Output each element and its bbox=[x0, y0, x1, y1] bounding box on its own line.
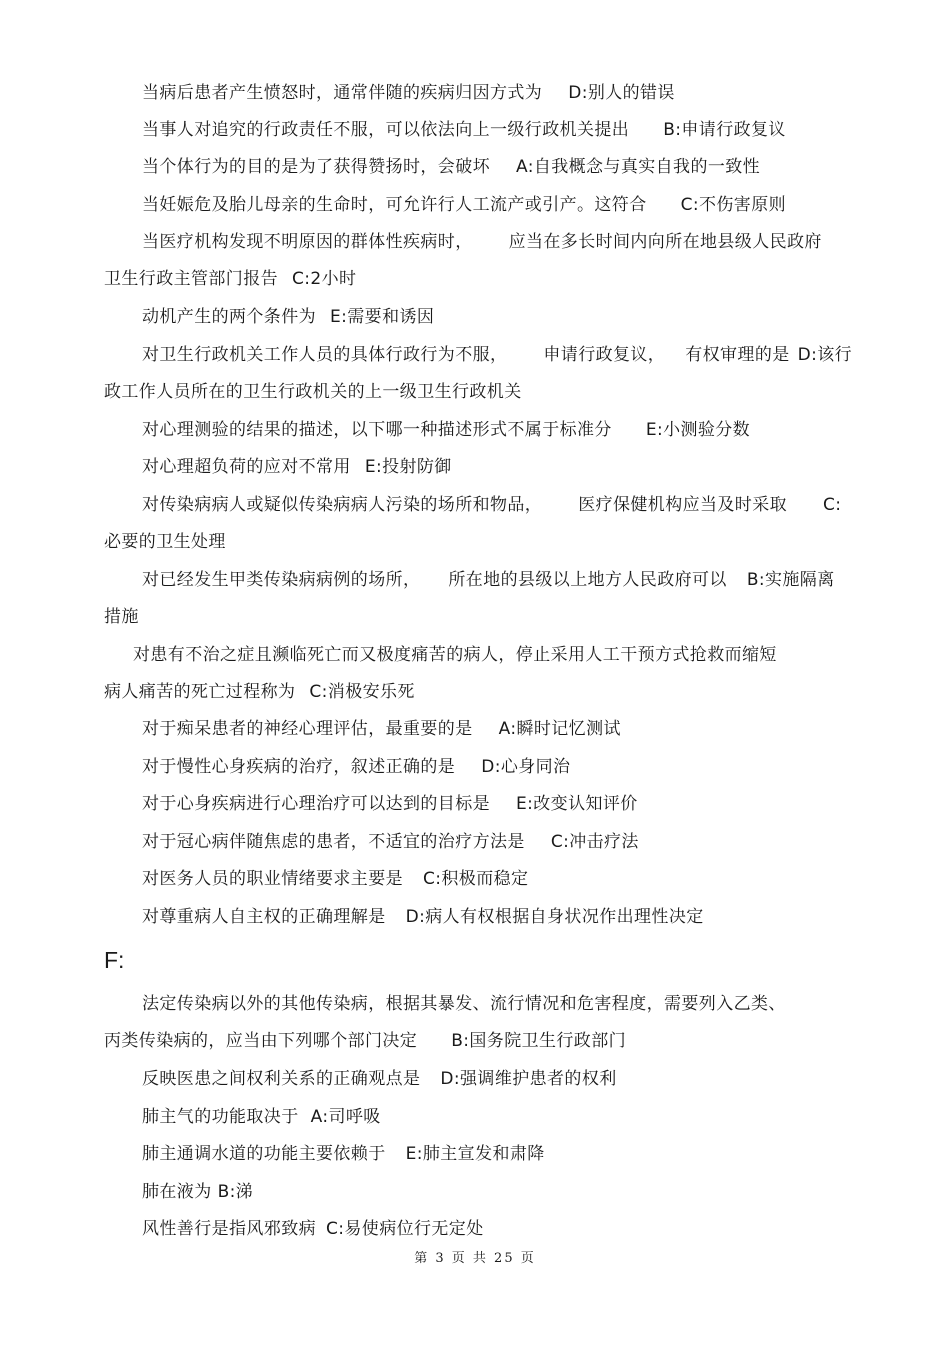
question-text: 卫生行政主管部门报告 bbox=[104, 269, 278, 289]
question-text: 风性善行是指风邪致病 bbox=[142, 1219, 316, 1239]
question-text: 有权审理的是 bbox=[685, 345, 790, 365]
question-text: 动机产生的两个条件为 bbox=[142, 307, 316, 327]
answer-text: B:实施隔离 bbox=[746, 570, 835, 590]
question-text: 对心理测验的结果的描述，以下哪一种描述形式不属于标准分 bbox=[142, 420, 612, 440]
question-line bbox=[142, 906, 704, 928]
answer-text: D:该行 bbox=[797, 345, 853, 365]
question-line bbox=[142, 793, 638, 815]
question-text: 对于慢性心身疾病的治疗，叙述正确的是 bbox=[142, 757, 456, 777]
answer-text: E:投射防御 bbox=[364, 457, 452, 477]
question-text: 应当在多长时间内向所在地县级人民政府 bbox=[508, 232, 822, 252]
question-line bbox=[142, 419, 750, 441]
answer-text: C:积极而稳定 bbox=[423, 869, 529, 889]
question-line bbox=[142, 456, 452, 478]
question-text: 肺主气的功能取决于 bbox=[142, 1107, 299, 1127]
question-continuation bbox=[104, 381, 522, 403]
answer-text: C:不伤害原则 bbox=[680, 195, 787, 215]
question-line bbox=[142, 756, 570, 778]
question-continuation bbox=[104, 268, 356, 290]
question-text: 申请行政复议， bbox=[543, 345, 666, 365]
question-line bbox=[142, 1068, 617, 1090]
question-line bbox=[142, 831, 639, 853]
question-line bbox=[142, 1143, 545, 1165]
question-line bbox=[142, 993, 786, 1015]
answer-text: A:自我概念与真实自我的一致性 bbox=[516, 157, 761, 177]
question-text: 对于心身疾病进行心理治疗可以达到的目标是 bbox=[142, 794, 490, 814]
question-line bbox=[142, 718, 621, 740]
question-text: 肺在液为 bbox=[142, 1182, 212, 1202]
answer-text: E:改变认知评价 bbox=[516, 794, 638, 814]
question-text: 必要的卫生处理 bbox=[104, 532, 226, 552]
question-text: 当事人对追究的行政责任不服，可以依法向上一级行政机关提出 bbox=[142, 120, 630, 140]
answer-text: A:司呼吸 bbox=[310, 1107, 381, 1127]
answer-text: C:消极安乐死 bbox=[309, 682, 415, 702]
question-line bbox=[142, 82, 675, 104]
question-text: 丙类传染病的，应当由下列哪个部门决定 bbox=[104, 1031, 418, 1051]
question-text: 对患有不治之症且濒临死亡而又极度痛苦的病人，停止采用人工干预方式抢救而缩短 bbox=[133, 645, 777, 665]
answer-text: B:国务院卫生行政部门 bbox=[451, 1031, 626, 1051]
answer-text: E:肺主宣发和肃降 bbox=[405, 1144, 545, 1164]
question-line bbox=[142, 306, 434, 328]
question-text: 所在地的县级以上地方人民政府可以 bbox=[448, 570, 727, 590]
answer-text: E:需要和诱因 bbox=[330, 307, 435, 327]
question-line bbox=[142, 119, 786, 141]
answer-text: D:心身同治 bbox=[481, 757, 571, 777]
question-text: 法定传染病以外的其他传染病，根据其暴发、流行情况和危害程度，需要列入乙类、 bbox=[142, 994, 786, 1014]
question-text: 医疗保健机构应当及时采取 bbox=[578, 495, 788, 515]
question-text: 当医疗机构发现不明原因的群体性疾病时， bbox=[142, 232, 473, 252]
question-text: 对已经发生甲类传染病病例的场所， bbox=[142, 570, 421, 590]
answer-text: D:别人的错误 bbox=[568, 83, 675, 103]
answer-text: A:瞬时记忆测试 bbox=[498, 719, 621, 739]
question-text: 当病后患者产生愤怒时，通常伴随的疾病归因方式为 bbox=[142, 83, 543, 103]
question-text: 措施 bbox=[104, 607, 139, 627]
question-text: 对医务人员的职业情绪要求主要是 bbox=[142, 869, 403, 889]
answer-text: E:小测验分数 bbox=[645, 420, 751, 440]
question-text: 对于冠心病伴随焦虑的患者，不适宜的治疗方法是 bbox=[142, 832, 525, 852]
question-text: 政工作人员所在的卫生行政机关的上一级卫生行政机关 bbox=[104, 382, 522, 402]
question-line bbox=[142, 1181, 253, 1203]
question-line bbox=[142, 1218, 484, 1240]
question-text: 当个体行为的目的是为了获得赞扬时，会破坏 bbox=[142, 157, 490, 177]
question-line bbox=[142, 194, 786, 216]
answer-text: D:病人有权根据自身状况作出理性决定 bbox=[405, 907, 704, 927]
answer-text: D:强调维护患者的权利 bbox=[440, 1069, 617, 1089]
question-text: 对于痴呆患者的神经心理评估，最重要的是 bbox=[142, 719, 473, 739]
question-text: 反映医患之间权利关系的正确观点是 bbox=[142, 1069, 421, 1089]
section-heading: F: bbox=[104, 947, 125, 973]
question-line bbox=[142, 868, 528, 890]
question-line bbox=[142, 569, 835, 591]
answer-text: C:2小时 bbox=[292, 269, 357, 289]
question-text: 当妊娠危及胎儿母亲的生命时，可允许行人工流产或引产。这符合 bbox=[142, 195, 647, 215]
question-text: 对卫生行政机关工作人员的具体行政行为不服， bbox=[142, 345, 508, 365]
page-number-footer: 第 3 页 共 25 页 bbox=[414, 1251, 536, 1266]
answer-text: C:易使病位行无定处 bbox=[326, 1219, 484, 1239]
question-continuation bbox=[104, 531, 226, 553]
answer-text: B:申请行政复议 bbox=[663, 120, 786, 140]
question-text: 对心理超负荷的应对不常用 bbox=[142, 457, 351, 477]
answer-text: C: bbox=[823, 495, 842, 515]
question-line bbox=[133, 644, 777, 666]
question-line bbox=[142, 494, 841, 516]
question-line bbox=[142, 156, 760, 178]
answer-text: B:涕 bbox=[217, 1182, 254, 1202]
question-line bbox=[142, 344, 852, 366]
question-continuation bbox=[104, 606, 139, 628]
question-line bbox=[142, 231, 822, 253]
answer-text: C:冲击疗法 bbox=[550, 832, 639, 852]
question-line bbox=[142, 1106, 381, 1128]
question-continuation bbox=[104, 1030, 626, 1052]
question-text: 病人痛苦的死亡过程称为 bbox=[104, 682, 296, 702]
question-continuation bbox=[104, 681, 415, 703]
question-text: 对传染病病人或疑似传染病病人污染的场所和物品， bbox=[142, 495, 543, 515]
question-text: 肺主通调水道的功能主要依赖于 bbox=[142, 1144, 386, 1164]
question-text: 对尊重病人自主权的正确理解是 bbox=[142, 907, 386, 927]
